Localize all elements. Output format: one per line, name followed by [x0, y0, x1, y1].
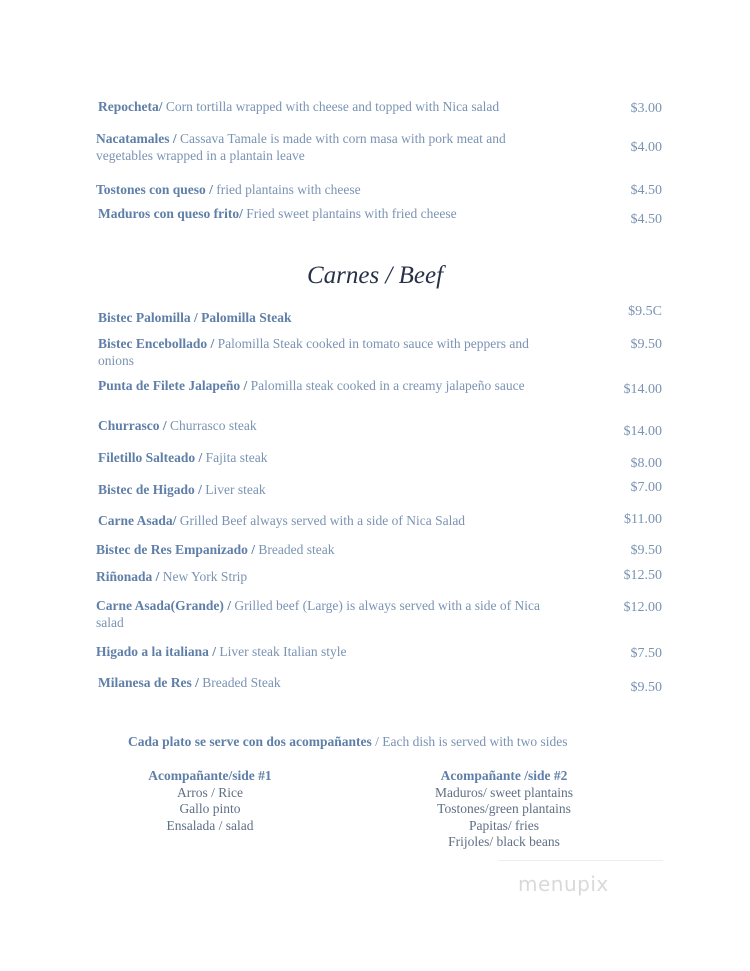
item-price: $8.00 [630, 456, 662, 471]
note-desc: / Each dish is served with two sides [371, 734, 568, 749]
item-desc: Churrasco steak [166, 418, 257, 433]
item-price: $9.50 [630, 337, 662, 352]
item-sep: / [172, 513, 177, 528]
item-name: Tostones con queso [96, 182, 206, 197]
item-sep: / [158, 99, 163, 114]
item-sep: / [240, 378, 248, 393]
item-name: Carne Asada [98, 513, 173, 528]
sides-note [128, 734, 568, 750]
side-item: Maduros/ sweet plantains [435, 784, 573, 800]
item-price: $4.50 [630, 183, 662, 198]
item-sep: / [239, 206, 243, 221]
item-name: Milanesa de Res [98, 675, 192, 690]
item-desc: fried plantains with cheese [212, 182, 361, 197]
menu-item-carne-asada [98, 512, 568, 529]
menu-item-bistec-palomilla [98, 309, 568, 326]
item-desc: Palomilla steak cooked in a creamy jalapeño sauce [247, 378, 525, 393]
item-price: $9.50 [630, 680, 662, 695]
item-desc: Fried sweet plantains with fried cheese [242, 206, 457, 221]
item-desc: Palomilla Steak cooked in tomato sauce with peppers and onions [98, 336, 529, 368]
item-desc: Corn tortilla wrapped with cheese and topped with Nica salad [162, 99, 500, 114]
menu-item-tostones [96, 181, 566, 198]
item-name: Riñonada [96, 569, 153, 584]
item-desc: Breaded steak [255, 542, 335, 557]
menu-item-bistec-empanizado [96, 541, 566, 558]
item-name: Repocheta [98, 99, 159, 114]
item-name: Punta de Filete Jalapeño [98, 378, 241, 393]
item-desc: Cassava Tamale is made with corn masa with pork meat and vegetables wrapped in a plantain leave [96, 131, 506, 163]
menu-item-nacatamales [96, 130, 566, 164]
item-sep: / [207, 336, 215, 351]
menu-item-rinonada [96, 568, 566, 585]
menu-item-punta-de-filete [98, 377, 568, 394]
item-name: Higado a la italiana [96, 644, 209, 659]
item-price: $9.50 [630, 543, 662, 558]
item-name: Bistec Encebollado [98, 336, 208, 351]
side-list-1 [128, 768, 292, 834]
side-heading: Acompañante/side #1 [148, 768, 272, 783]
item-price: $14.00 [623, 424, 662, 439]
watermark-divider [498, 860, 663, 861]
menu-item-churrasco [98, 417, 568, 434]
menu-item-bistec-de-higado [98, 481, 568, 498]
item-sep: / [247, 542, 256, 557]
item-desc: Grilled beef (Large) is always served with a side of Nica salad [96, 598, 541, 630]
item-desc: Liver steak [201, 482, 266, 497]
menu-item-filetillo-salteado [98, 449, 568, 466]
item-name: Filetillo Salteado [98, 450, 196, 465]
side-heading: Acompañante /side #2 [440, 768, 568, 783]
menu-item-carne-asada-grande [96, 597, 566, 631]
item-price: $4.50 [630, 212, 662, 227]
side-item: Arros / Rice [177, 784, 243, 800]
menupix-watermark: menupix [518, 872, 609, 896]
item-desc: Liver steak Italian style [216, 644, 347, 659]
item-price: $12.50 [623, 568, 662, 583]
item-desc: Grilled Beef always served with a side of Nica Salad [176, 513, 466, 528]
item-name: Bistec de Higado [98, 482, 195, 497]
menu-item-milanesa-de-res [98, 674, 568, 691]
item-price: $3.00 [630, 101, 662, 116]
note-title: Cada plato se serve con dos acompañantes [128, 734, 372, 749]
item-price: $12.00 [623, 600, 662, 615]
menu-item-bistec-encebollado [98, 335, 568, 369]
item-desc: Breaded Steak [198, 675, 281, 690]
item-sep: / [159, 418, 167, 433]
item-price: $7.50 [630, 646, 662, 661]
menu-item-higado-italiana [96, 643, 566, 660]
side-item: Frijoles/ black beans [448, 834, 560, 849]
item-sep: / [194, 482, 202, 497]
item-sep: / [223, 598, 232, 613]
item-price: $4.00 [630, 140, 662, 155]
item-price: $9.5C [628, 304, 662, 319]
item-price: $11.00 [624, 512, 662, 527]
item-sep: / [205, 182, 213, 197]
item-desc: Fajita steak [202, 450, 268, 465]
side-item: Tostones/green plantains [437, 801, 571, 816]
item-name: Bistec Palomilla / Palomilla Steak [98, 310, 292, 325]
item-name: Churrasco [98, 418, 160, 433]
menu-item-maduros [98, 205, 568, 222]
item-desc: New York Strip [159, 569, 248, 584]
item-name: Carne Asada(Grande) [96, 598, 224, 613]
side-item: Ensalada / salad [166, 817, 254, 833]
item-name: Nacatamales [96, 131, 170, 146]
section-title: Carnes / Beef [306, 262, 444, 289]
side-item: Papitas/ fries [468, 817, 540, 833]
item-sep: / [208, 644, 217, 659]
item-sep: / [152, 569, 160, 584]
side-item: Gallo pinto [179, 801, 241, 816]
item-price: $14.00 [623, 382, 662, 397]
item-name: Bistec de Res Empanizado [96, 542, 248, 557]
menu-item-repocheta [98, 98, 568, 115]
item-sep: / [191, 675, 199, 690]
side-list-2 [412, 768, 596, 851]
item-sep: / [169, 131, 177, 146]
item-sep: / [195, 450, 203, 465]
item-price: $7.00 [630, 480, 662, 495]
item-name: Maduros con queso frito [98, 206, 240, 221]
